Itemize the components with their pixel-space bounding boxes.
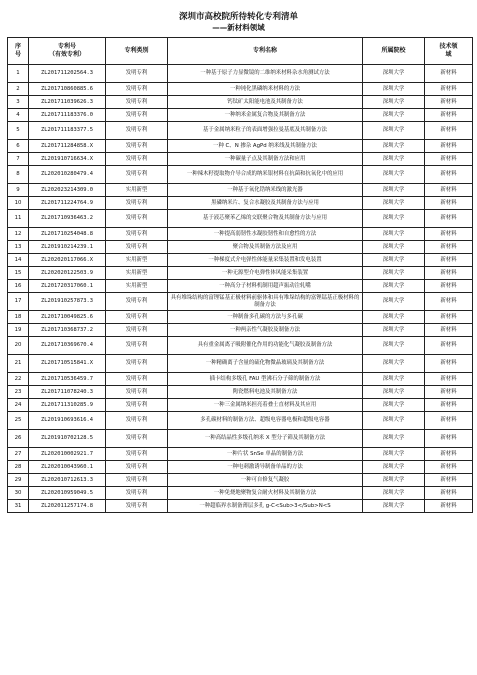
patent-number-cell: ZL202010959049.5 [29, 487, 106, 500]
row-number: 18 [8, 311, 29, 324]
field-cell: 新材料 [425, 311, 473, 324]
row-number: 24 [8, 399, 29, 412]
patent-number-cell: ZL201720317060.1 [29, 280, 106, 293]
patent-name-cell: 一种片状 SnSe 单晶的制备方法 [168, 448, 363, 461]
patent-type-cell: 实用新型 [106, 254, 168, 267]
row-number: 5 [8, 122, 29, 140]
school-cell: 深圳大学 [363, 474, 425, 487]
field-cell: 新材料 [425, 254, 473, 267]
patent-name-cell: 钙钛矿太阳能电池及其制备方法 [168, 96, 363, 109]
field-cell: 新材料 [425, 280, 473, 293]
school-cell: 深圳大学 [363, 153, 425, 166]
patent-name-cell: 一种 C、N 掺杂 AgPd 纳米线及其制备方法 [168, 140, 363, 153]
header-no: 序 号 [8, 38, 29, 65]
table-row [8, 65, 473, 83]
field-cell: 新材料 [425, 355, 473, 373]
patent-number-cell: ZL202010002921.7 [29, 448, 106, 461]
field-cell: 新材料 [425, 474, 473, 487]
patent-name-cell: 一种免烧地聚物复合耐火材料及其制备方法 [168, 487, 363, 500]
school-cell: 深圳大学 [363, 311, 425, 324]
patent-type-cell: 实用新型 [106, 184, 168, 197]
school-cell: 深圳大学 [363, 412, 425, 430]
field-cell: 新材料 [425, 184, 473, 197]
patent-number-cell: ZL201711183376.0 [29, 109, 106, 122]
patent-type-cell: 发明专利 [106, 399, 168, 412]
patent-type-cell: 实用新型 [106, 280, 168, 293]
table-row [8, 337, 473, 355]
patent-number-cell: ZL201910716634.X [29, 153, 106, 166]
row-number: 30 [8, 487, 29, 500]
row-number: 10 [8, 197, 29, 210]
field-cell: 新材料 [425, 386, 473, 399]
patent-type-cell: 发明专利 [106, 324, 168, 337]
field-cell: 新材料 [425, 337, 473, 355]
patent-type-cell: 发明专利 [106, 140, 168, 153]
patent-number-cell: ZL202023214309.0 [29, 184, 106, 197]
patent-number-cell: ZL201711183377.5 [29, 122, 106, 140]
field-cell: 新材料 [425, 210, 473, 228]
table-row [8, 254, 473, 267]
patent-number-cell: ZL202010280479.4 [29, 166, 106, 184]
patent-type-cell: 发明专利 [106, 487, 168, 500]
header-patent-number: 专利号 （有效专利） [29, 38, 106, 65]
patent-name-cell: 一种梯度式介电弹性体能量采集装置和发电装置 [168, 254, 363, 267]
patent-type-cell: 发明专利 [106, 228, 168, 241]
table-row [8, 355, 473, 373]
school-cell: 深圳大学 [363, 228, 425, 241]
table-row [8, 399, 473, 412]
patent-number-cell: ZL201910702128.5 [29, 430, 106, 448]
patent-number-cell: ZL201910693616.4 [29, 412, 106, 430]
patent-name-cell: 一种无源型介电弹性体风能采集装置 [168, 267, 363, 280]
table-row [8, 109, 473, 122]
field-cell: 新材料 [425, 166, 473, 184]
patent-type-cell: 发明专利 [106, 448, 168, 461]
school-cell: 深圳大学 [363, 210, 425, 228]
field-cell: 新材料 [425, 228, 473, 241]
patent-type-cell: 发明专利 [106, 241, 168, 254]
patent-name-cell: 一种纳米金属复合物及其制备方法 [168, 109, 363, 122]
patent-type-cell: 发明专利 [106, 96, 168, 109]
patent-number-cell: ZL201711284858.X [29, 140, 106, 153]
row-number: 25 [8, 412, 29, 430]
school-cell: 深圳大学 [363, 399, 425, 412]
patent-type-cell: 发明专利 [106, 109, 168, 122]
patent-number-cell: ZL201910257873.3 [29, 293, 106, 311]
patent-name-cell: 一种两亲性气凝胶及制备方法 [168, 324, 363, 337]
patent-number-cell: ZL202010712613.3 [29, 474, 106, 487]
patent-type-cell: 发明专利 [106, 412, 168, 430]
patent-number-cell: ZL201710049825.6 [29, 311, 106, 324]
school-cell: 深圳大学 [363, 461, 425, 474]
school-cell: 深圳大学 [363, 430, 425, 448]
row-number: 3 [8, 96, 29, 109]
patent-table [7, 37, 473, 513]
table-row [8, 228, 473, 241]
row-number: 26 [8, 430, 29, 448]
patent-name-cell: 一种高分子材料机制用超声振动注轧嘴 [168, 280, 363, 293]
school-cell: 深圳大学 [363, 197, 425, 210]
row-number: 11 [8, 210, 29, 228]
patent-number-cell: ZL202011257174.8 [29, 500, 106, 513]
table-row [8, 197, 473, 210]
table-row [8, 430, 473, 448]
patent-name-cell: 一种精确离子含量的硫化物微晶玻璃及其制备方法 [168, 355, 363, 373]
header-patent-name: 专利名称 [168, 38, 363, 65]
patent-type-cell: 发明专利 [106, 166, 168, 184]
row-number: 27 [8, 448, 29, 461]
patent-name-cell: 具有重金属离子吸附催化作用的功能化气凝胶及制备方法 [168, 337, 363, 355]
row-number: 22 [8, 373, 29, 386]
document-subtitle: ——新材料领域 [212, 23, 265, 32]
field-cell: 新材料 [425, 96, 473, 109]
row-number: 8 [8, 166, 29, 184]
patent-number-cell: ZL201710369670.4 [29, 337, 106, 355]
patent-type-cell: 实用新型 [106, 267, 168, 280]
patent-type-cell: 发明专利 [106, 430, 168, 448]
school-cell: 深圳大学 [363, 254, 425, 267]
row-number: 2 [8, 83, 29, 96]
header-field: 技术领 域 [425, 38, 473, 65]
patent-type-cell: 发明专利 [106, 293, 168, 311]
patent-type-cell: 发明专利 [106, 386, 168, 399]
table-row [8, 386, 473, 399]
table-row [8, 461, 473, 474]
school-cell: 深圳大学 [363, 337, 425, 355]
row-number: 16 [8, 280, 29, 293]
patent-type-cell: 发明专利 [106, 210, 168, 228]
patent-name-cell: 一种制备多孔碳的方法与多孔碳 [168, 311, 363, 324]
table-row [8, 184, 473, 197]
row-number: 28 [8, 461, 29, 474]
school-cell: 深圳大学 [363, 267, 425, 280]
patent-name-cell: 基于金属纳米粒子的表面增强拉曼基底及其制备方法 [168, 122, 363, 140]
field-cell: 新材料 [425, 293, 473, 311]
patent-number-cell: ZL201711039626.3 [29, 96, 106, 109]
patent-name-cell: 一种高结晶性多级孔纳米 X 型分子筛及其制备方法 [168, 430, 363, 448]
table-row [8, 474, 473, 487]
patent-name-cell: 一种可自修复气凝胶 [168, 474, 363, 487]
school-cell: 深圳大学 [363, 487, 425, 500]
header-school: 所属院校 [363, 38, 425, 65]
patent-number-cell: ZL201711078240.3 [29, 386, 106, 399]
table-row [8, 166, 473, 184]
school-cell: 深圳大学 [363, 241, 425, 254]
row-number: 12 [8, 228, 29, 241]
table-row [8, 412, 473, 430]
table-row [8, 487, 473, 500]
patent-name-cell: 一种钝化黑磷纳米材料的方法 [168, 83, 363, 96]
field-cell: 新材料 [425, 448, 473, 461]
table-row [8, 324, 473, 337]
document-title: 深圳市高校院所待转化专利清单 [178, 12, 298, 22]
table-row [8, 311, 473, 324]
patent-name-cell: 一种碳量子点及其制备方法和应用 [168, 153, 363, 166]
patent-name-cell: 一种三金属纳米担亮着叠士直材料及其应用 [168, 399, 363, 412]
patent-type-cell: 发明专利 [106, 500, 168, 513]
table-row [8, 241, 473, 254]
patent-number-cell: ZL201711202564.3 [29, 65, 106, 83]
table-row [8, 83, 473, 96]
field-cell: 新材料 [425, 241, 473, 254]
patent-name-cell: 插卡结构多级孔 FAU 型沸石分子筛的制备方法 [168, 373, 363, 386]
field-cell: 新材料 [425, 109, 473, 122]
table-row [8, 280, 473, 293]
row-number: 29 [8, 474, 29, 487]
patent-number-cell: ZL201710936463.2 [29, 210, 106, 228]
row-number: 9 [8, 184, 29, 197]
row-number: 23 [8, 386, 29, 399]
field-cell: 新材料 [425, 412, 473, 430]
row-number: 19 [8, 324, 29, 337]
school-cell: 深圳大学 [363, 448, 425, 461]
field-cell: 新材料 [425, 197, 473, 210]
table-row [8, 210, 473, 228]
row-number: 31 [8, 500, 29, 513]
patent-name-cell: 一种基于原子力显微镜的二维纳米材料杂水角测试方法 [168, 65, 363, 83]
row-number: 13 [8, 241, 29, 254]
field-cell: 新材料 [425, 153, 473, 166]
field-cell: 新材料 [425, 65, 473, 83]
field-cell: 新材料 [425, 83, 473, 96]
school-cell: 深圳大学 [363, 280, 425, 293]
patent-number-cell: ZL201710368737.2 [29, 324, 106, 337]
table-row [8, 267, 473, 280]
field-cell: 新材料 [425, 324, 473, 337]
patent-name-cell: 基于液芯聚苯乙烯的交联聚合物及其制备方法与应用 [168, 210, 363, 228]
patent-name-cell: 聚合物及其制备方法及应用 [168, 241, 363, 254]
patent-name-cell: 一种辣木籽提取物介导合成的纳米银材料在抗菌和抗氧化中的应用 [168, 166, 363, 184]
school-cell: 深圳大学 [363, 324, 425, 337]
table-row [8, 500, 473, 513]
patent-type-cell: 发明专利 [106, 373, 168, 386]
school-cell: 深圳大学 [363, 140, 425, 153]
patent-name-cell: 一种电刺激诱导制备单晶的方法 [168, 461, 363, 474]
field-cell: 新材料 [425, 487, 473, 500]
table-row [8, 122, 473, 140]
patent-number-cell: ZL201710515841.X [29, 355, 106, 373]
patent-type-cell: 发明专利 [106, 474, 168, 487]
patent-type-cell: 发明专利 [106, 461, 168, 474]
patent-name-cell: 一种提高弱韧性水凝胶韧性和自愈性的方法 [168, 228, 363, 241]
row-number: 4 [8, 109, 29, 122]
row-number: 21 [8, 355, 29, 373]
patent-name-cell: 一种基于氧化锆纳米线的激光器 [168, 184, 363, 197]
patent-number-cell: ZL201711224764.9 [29, 197, 106, 210]
patent-type-cell: 发明专利 [106, 311, 168, 324]
patent-number-cell: ZL202020117066.X [29, 254, 106, 267]
field-cell: 新材料 [425, 430, 473, 448]
field-cell: 新材料 [425, 140, 473, 153]
field-cell: 新材料 [425, 461, 473, 474]
field-cell: 新材料 [425, 399, 473, 412]
field-cell: 新材料 [425, 267, 473, 280]
table-row [8, 96, 473, 109]
table-row [8, 153, 473, 166]
patent-name-cell: 一种超临界水制备薄层多孔 g-C<Sub>3</Sub>N<S [168, 500, 363, 513]
table-row [8, 293, 473, 311]
patent-number-cell: ZL201710860885.6 [29, 83, 106, 96]
row-number: 7 [8, 153, 29, 166]
row-number: 6 [8, 140, 29, 153]
school-cell: 深圳大学 [363, 184, 425, 197]
school-cell: 深圳大学 [363, 166, 425, 184]
patent-type-cell: 发明专利 [106, 83, 168, 96]
patent-name-cell: 陶瓷燃料电池及其制备方法 [168, 386, 363, 399]
table-body [8, 65, 473, 513]
row-number: 15 [8, 267, 29, 280]
patent-type-cell: 发明专利 [106, 337, 168, 355]
table-header-row [8, 38, 473, 65]
school-cell: 深圳大学 [363, 500, 425, 513]
row-number: 20 [8, 337, 29, 355]
patent-number-cell: ZL201710536459.7 [29, 373, 106, 386]
school-cell: 深圳大学 [363, 109, 425, 122]
patent-number-cell: ZL201910214239.1 [29, 241, 106, 254]
school-cell: 深圳大学 [363, 83, 425, 96]
patent-number-cell: ZL201711310285.9 [29, 399, 106, 412]
school-cell: 深圳大学 [363, 355, 425, 373]
patent-number-cell: ZL201710254048.8 [29, 228, 106, 241]
row-number: 14 [8, 254, 29, 267]
table-row [8, 448, 473, 461]
patent-number-cell: ZL202010043960.1 [29, 461, 106, 474]
school-cell: 深圳大学 [363, 122, 425, 140]
field-cell: 新材料 [425, 500, 473, 513]
field-cell: 新材料 [425, 122, 473, 140]
table-row [8, 373, 473, 386]
patent-type-cell: 发明专利 [106, 122, 168, 140]
table-row [8, 140, 473, 153]
patent-type-cell: 发明专利 [106, 355, 168, 373]
row-number: 1 [8, 65, 29, 83]
patent-type-cell: 发明专利 [106, 197, 168, 210]
row-number: 17 [8, 293, 29, 311]
patent-name-cell: 黑磷纳米片、复合水凝胶及其制备方法与应用 [168, 197, 363, 210]
school-cell: 深圳大学 [363, 373, 425, 386]
field-cell: 新材料 [425, 373, 473, 386]
patent-name-cell: 具有堆垛结构的富锂锰基正极材料前驱体和具有堆垛结构的富锂锰基正极材料的制备方法 [168, 293, 363, 311]
patent-type-cell: 发明专利 [106, 153, 168, 166]
patent-number-cell: ZL202020122503.9 [29, 267, 106, 280]
patent-name-cell: 多孔碳材料的制备方法、超级电容器电极和超级电容器 [168, 412, 363, 430]
school-cell: 深圳大学 [363, 293, 425, 311]
school-cell: 深圳大学 [363, 386, 425, 399]
school-cell: 深圳大学 [363, 65, 425, 83]
header-patent-type: 专利类别 [106, 38, 168, 65]
school-cell: 深圳大学 [363, 96, 425, 109]
patent-type-cell: 发明专利 [106, 65, 168, 83]
